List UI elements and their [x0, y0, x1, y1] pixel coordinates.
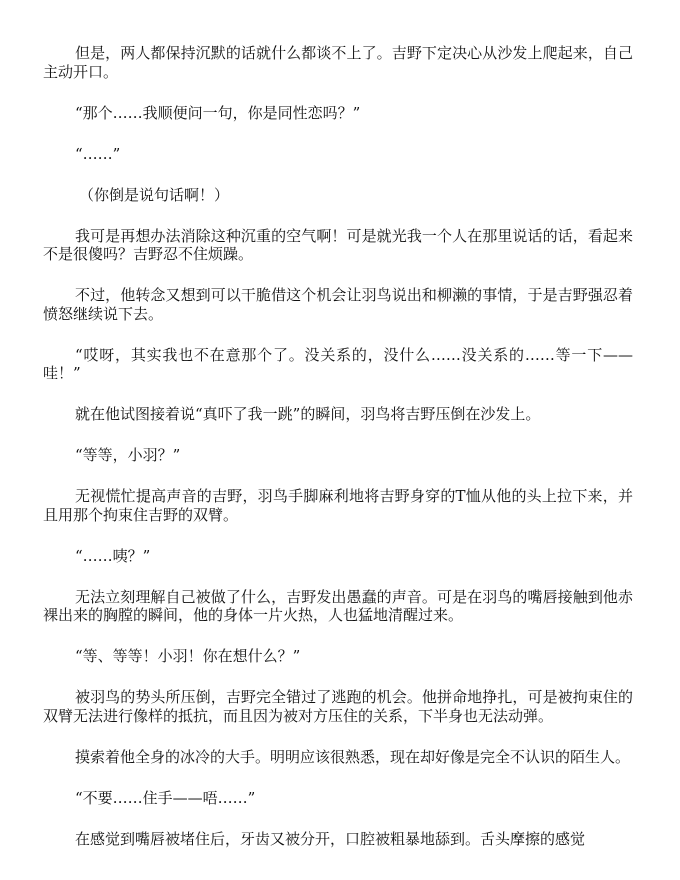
paragraph-4: （你倒是说句话啊！）: [79, 185, 230, 204]
paragraph-17: 在感觉到嘴唇被堵住后，牙齿又被分开，口腔被粗暴地舔到。舌头摩擦的感觉: [75, 829, 586, 848]
paragraph-6: 不过，他转念又想到可以干脆借这个机会让羽鸟说出和柳濑的事情，于是吉野强忍着愤怒继续说下去。: [43, 286, 633, 323]
paragraph-9: “等等，小羽？”: [75, 446, 181, 464]
paragraph-2: “那个……我顺便问一句，你是同性恋吗？”: [75, 103, 361, 122]
paragraph-11: “……咦？”: [75, 546, 151, 565]
paragraph-10: 无视慌忙提高声音的吉野，羽鸟手脚麻利地将吉野身穿的T恤从他的头上拉下来，并且用那个拘束住吉野的双臂。: [43, 487, 633, 524]
paragraph-3: “……”: [75, 144, 121, 163]
paragraph-13: “等、等等！小羽！你在想什么？”: [75, 647, 301, 665]
paragraph-15: 摸索着他全身的冰冷的大手。明明应该很熟悉，现在却好像是完全不认识的陌生人。: [75, 747, 631, 766]
document-page: [43, 44, 633, 871]
paragraph-5: 我可是再想办法消除这种沉重的空气啊！可是就光我一个人在那里说话的话，看起来不是很傻吗？吉野忍不住烦躁。: [43, 226, 633, 263]
paragraph-1: 但是，两人都保持沉默的话就什么都谈不上了。吉野下定决心从沙发上爬起来，自己主动开口。: [43, 44, 633, 81]
paragraph-16: “不要……住手——唔……”: [75, 788, 256, 807]
paragraph-7: “哎呀，其实我也不在意那个了。没关系的，没什么……没关系的……等一下——哇！”: [43, 345, 633, 382]
paragraph-14: 被羽鸟的势头所压倒，吉野完全错过了逃跑的机会。他拼命地挣扎，可是被拘束住的双臂无法进行像样的抵抗，而且因为被对方压住的关系，下半身也无法动弹。: [43, 688, 633, 725]
paragraph-12: 无法立刻理解自己被做了什么，吉野发出愚蠢的声音。可是在羽鸟的嘴唇接触到他赤裸出来的胸膛的瞬间，他的身体一片火热，人也猛地清醒过来。: [43, 587, 633, 624]
paragraph-8: 就在他试图接着说“真吓了我一跳”的瞬间，羽鸟将吉野压倒在沙发上。: [75, 405, 541, 423]
